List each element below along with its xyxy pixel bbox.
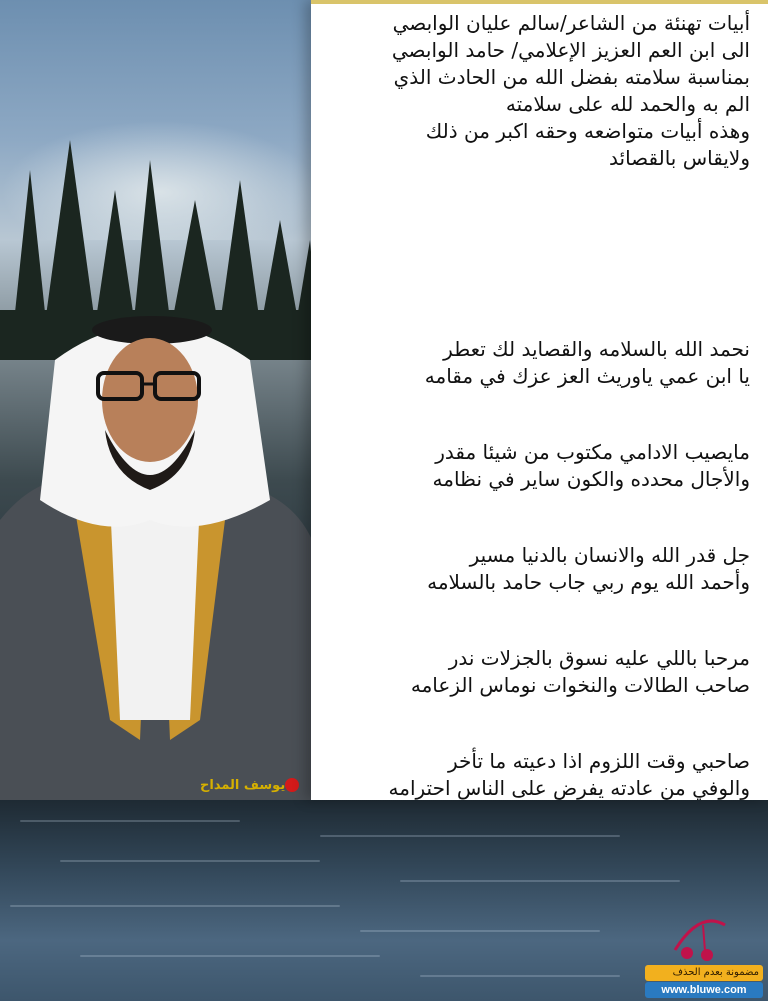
site-logo-icon <box>665 905 735 965</box>
poem-verse: مرحبا باللي عليه نسوق بالجزلات ندر <box>448 646 750 670</box>
poem-verse: جل قدر الله والانسان بالدنيا مسير <box>469 543 750 567</box>
poem-verse: يا ابن عمي ياوريث العز عزك في مقامه <box>424 364 750 388</box>
portrait-photo <box>0 300 312 800</box>
poem-verse: مايصيب الادامي مكتوب من شيئا مقدر <box>435 440 750 464</box>
poem-body <box>330 336 750 851</box>
poem-stanza <box>330 439 750 493</box>
site-url-link[interactable]: www.bluwe.com <box>645 982 763 998</box>
poem-verse: وأحمد الله يوم ربي جاب حامد بالسلامه <box>427 570 750 594</box>
intro-paragraph <box>330 10 750 172</box>
intro-line: ولايقاس بالقصائد <box>609 146 750 170</box>
poem-verse: والأجال محدده والكون ساير في نظامه <box>432 467 750 491</box>
card-top-accent <box>311 0 768 4</box>
intro-line: الى ابن العم العزيز الإعلامي/ حامد الوابصي <box>391 38 750 62</box>
poem-verse: صاحبي وقت اللزوم اذا دعيته ما تأخر <box>447 749 750 773</box>
record-dot-icon <box>285 778 299 792</box>
poem-verse: صاحب الطالات والنخوات نوماس الزعامه <box>410 673 750 697</box>
intro-line: وهذه أبيات متواضعه وحقه اكبر من ذلك <box>425 119 750 143</box>
intro-line: الم به والحمد لله على سلامته <box>505 92 750 116</box>
intro-line: أبيات تهنئة من الشاعر/سالم عليان الوابصي <box>392 11 750 35</box>
photographer-watermark: يوسف المداح <box>200 778 286 793</box>
poem-stanza <box>330 336 750 390</box>
poem-stanza <box>330 542 750 596</box>
site-tagline: مضمونة بعدم الحذف <box>645 965 763 981</box>
intro-line: بمناسبة سلامته بفضل الله من الحادث الذي <box>393 65 750 89</box>
poem-stanza <box>330 748 750 802</box>
poem-verse: والوفي من عادته يفرض على الناس احترامه <box>388 776 750 800</box>
poem-verse: نحمد الله بالسلامه والقصايد لك تعطر <box>443 337 750 361</box>
poem-stanza <box>330 645 750 699</box>
